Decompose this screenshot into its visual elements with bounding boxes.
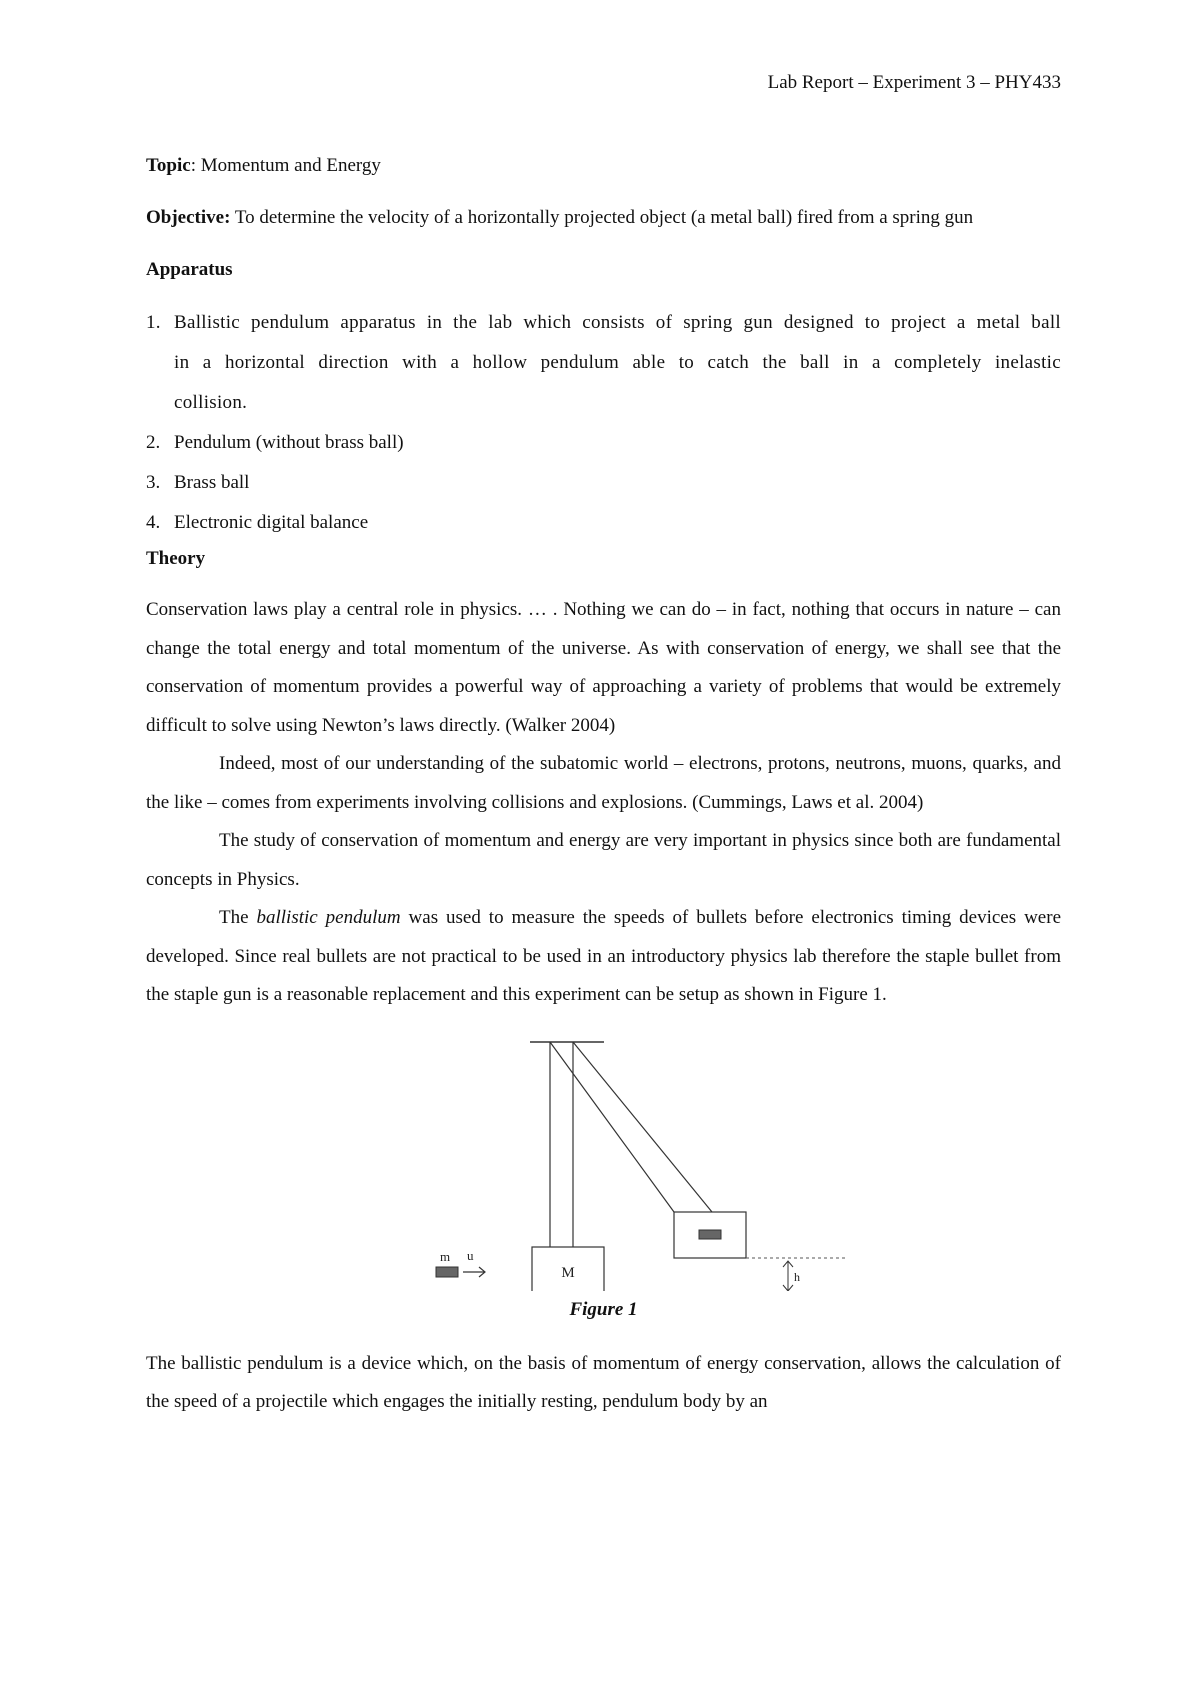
apparatus-heading: [146, 251, 1061, 289]
figure-caption: Figure 1: [569, 1298, 638, 1320]
post-figure-section: [146, 1345, 1061, 1422]
topic-text: : Momentum and Energy: [190, 155, 381, 176]
objective-text: To determine the velocity of a horizontally projected object (a metal ball) fired from a spring gun: [230, 207, 974, 228]
list-item-number: 4.: [146, 512, 161, 533]
list-item: [146, 463, 1061, 503]
figure-ballistic-pendulum: [146, 1031, 1061, 1291]
height-h-label: h: [794, 1269, 800, 1284]
list-item-text: Ballistic pendulum apparatus in the lab which consists of spring gun designed to project a metal ball in a horizontal direction with a hollow pendulum able to catch the ball in a completely inelastic collision.: [174, 312, 1061, 413]
topic-line: [146, 147, 1061, 185]
theory-paragraph-4: [146, 899, 1061, 1015]
list-item-number: 1.: [146, 312, 161, 333]
list-item-number: 3.: [146, 472, 161, 493]
theory-paragraph-2: Indeed, most of our understanding of the subatomic world – electrons, protons, neutrons, muons, quarks, and the like – comes from experiments involving collisions and explosions. (Cummings, Laws et al. 2004): [146, 753, 1061, 813]
projectile-ball: [436, 1267, 458, 1277]
swung-string-right: [573, 1042, 712, 1212]
list-item-number: 2.: [146, 432, 161, 453]
theory-section: [146, 591, 1061, 1015]
list-item-text: Pendulum (without brass ball): [174, 432, 404, 453]
velocity-u-label: u: [467, 1247, 474, 1263]
topic-label: Topic: [146, 155, 191, 176]
list-item-text: Brass ball: [174, 472, 250, 493]
swung-string-left: [550, 1042, 674, 1212]
list-item-text: Electronic digital balance: [174, 512, 369, 533]
post-figure-paragraph: The ballistic pendulum is a device which, on the basis of momentum of energy conservation, allows the calculation of the speed of a projectile which engages the initially resting, pendulum body by an: [146, 1352, 1061, 1412]
theory-paragraph-3: The study of conservation of momentum and energy are very important in physics since both are fundamental concepts in Physics.: [146, 830, 1061, 890]
theory-heading-text: Theory: [146, 548, 206, 569]
embedded-ball: [699, 1230, 721, 1239]
pendulum-diagram: [146, 1031, 1061, 1291]
theory-paragraph-1: Conservation laws play a central role in physics. … . Nothing we can do – in fact, nothing that occurs in nature – can change the total energy and total momentum of the universe. As with conservation of energy, we shall see that the conservation of momentum provides a powerful way of approaching a variety of problems that would be extremely difficult to solve using Newton’s laws directly. (Walker 2004): [146, 599, 1061, 736]
theory-p4-post: was used to measure the speeds of bullets before electronics timing devices were developed. Since real bullets are not practical to be used in an introductory physics lab therefore the staple bullet from the staple gun is a reasonable replacement and this experiment can be setup as shown in Figure 1.: [146, 907, 1061, 1005]
objective-paragraph: [146, 199, 1061, 237]
list-item: [146, 303, 1061, 423]
list-item: [146, 503, 1061, 543]
objective-label: Objective:: [146, 207, 231, 228]
list-item: [146, 423, 1061, 463]
theory-p4-pre: The: [219, 907, 257, 928]
document-body: [146, 147, 1061, 1422]
page-header: Lab Report – Experiment 3 – PHY433: [767, 72, 1061, 93]
theory-p4-emphasis: ballistic pendulum: [256, 907, 401, 928]
projectile-m-label: m: [440, 1248, 451, 1264]
mass-M-label: M: [561, 1264, 575, 1281]
apparatus-list: [146, 303, 1061, 543]
apparatus-heading-text: Apparatus: [146, 259, 233, 280]
theory-heading: [146, 541, 1061, 577]
